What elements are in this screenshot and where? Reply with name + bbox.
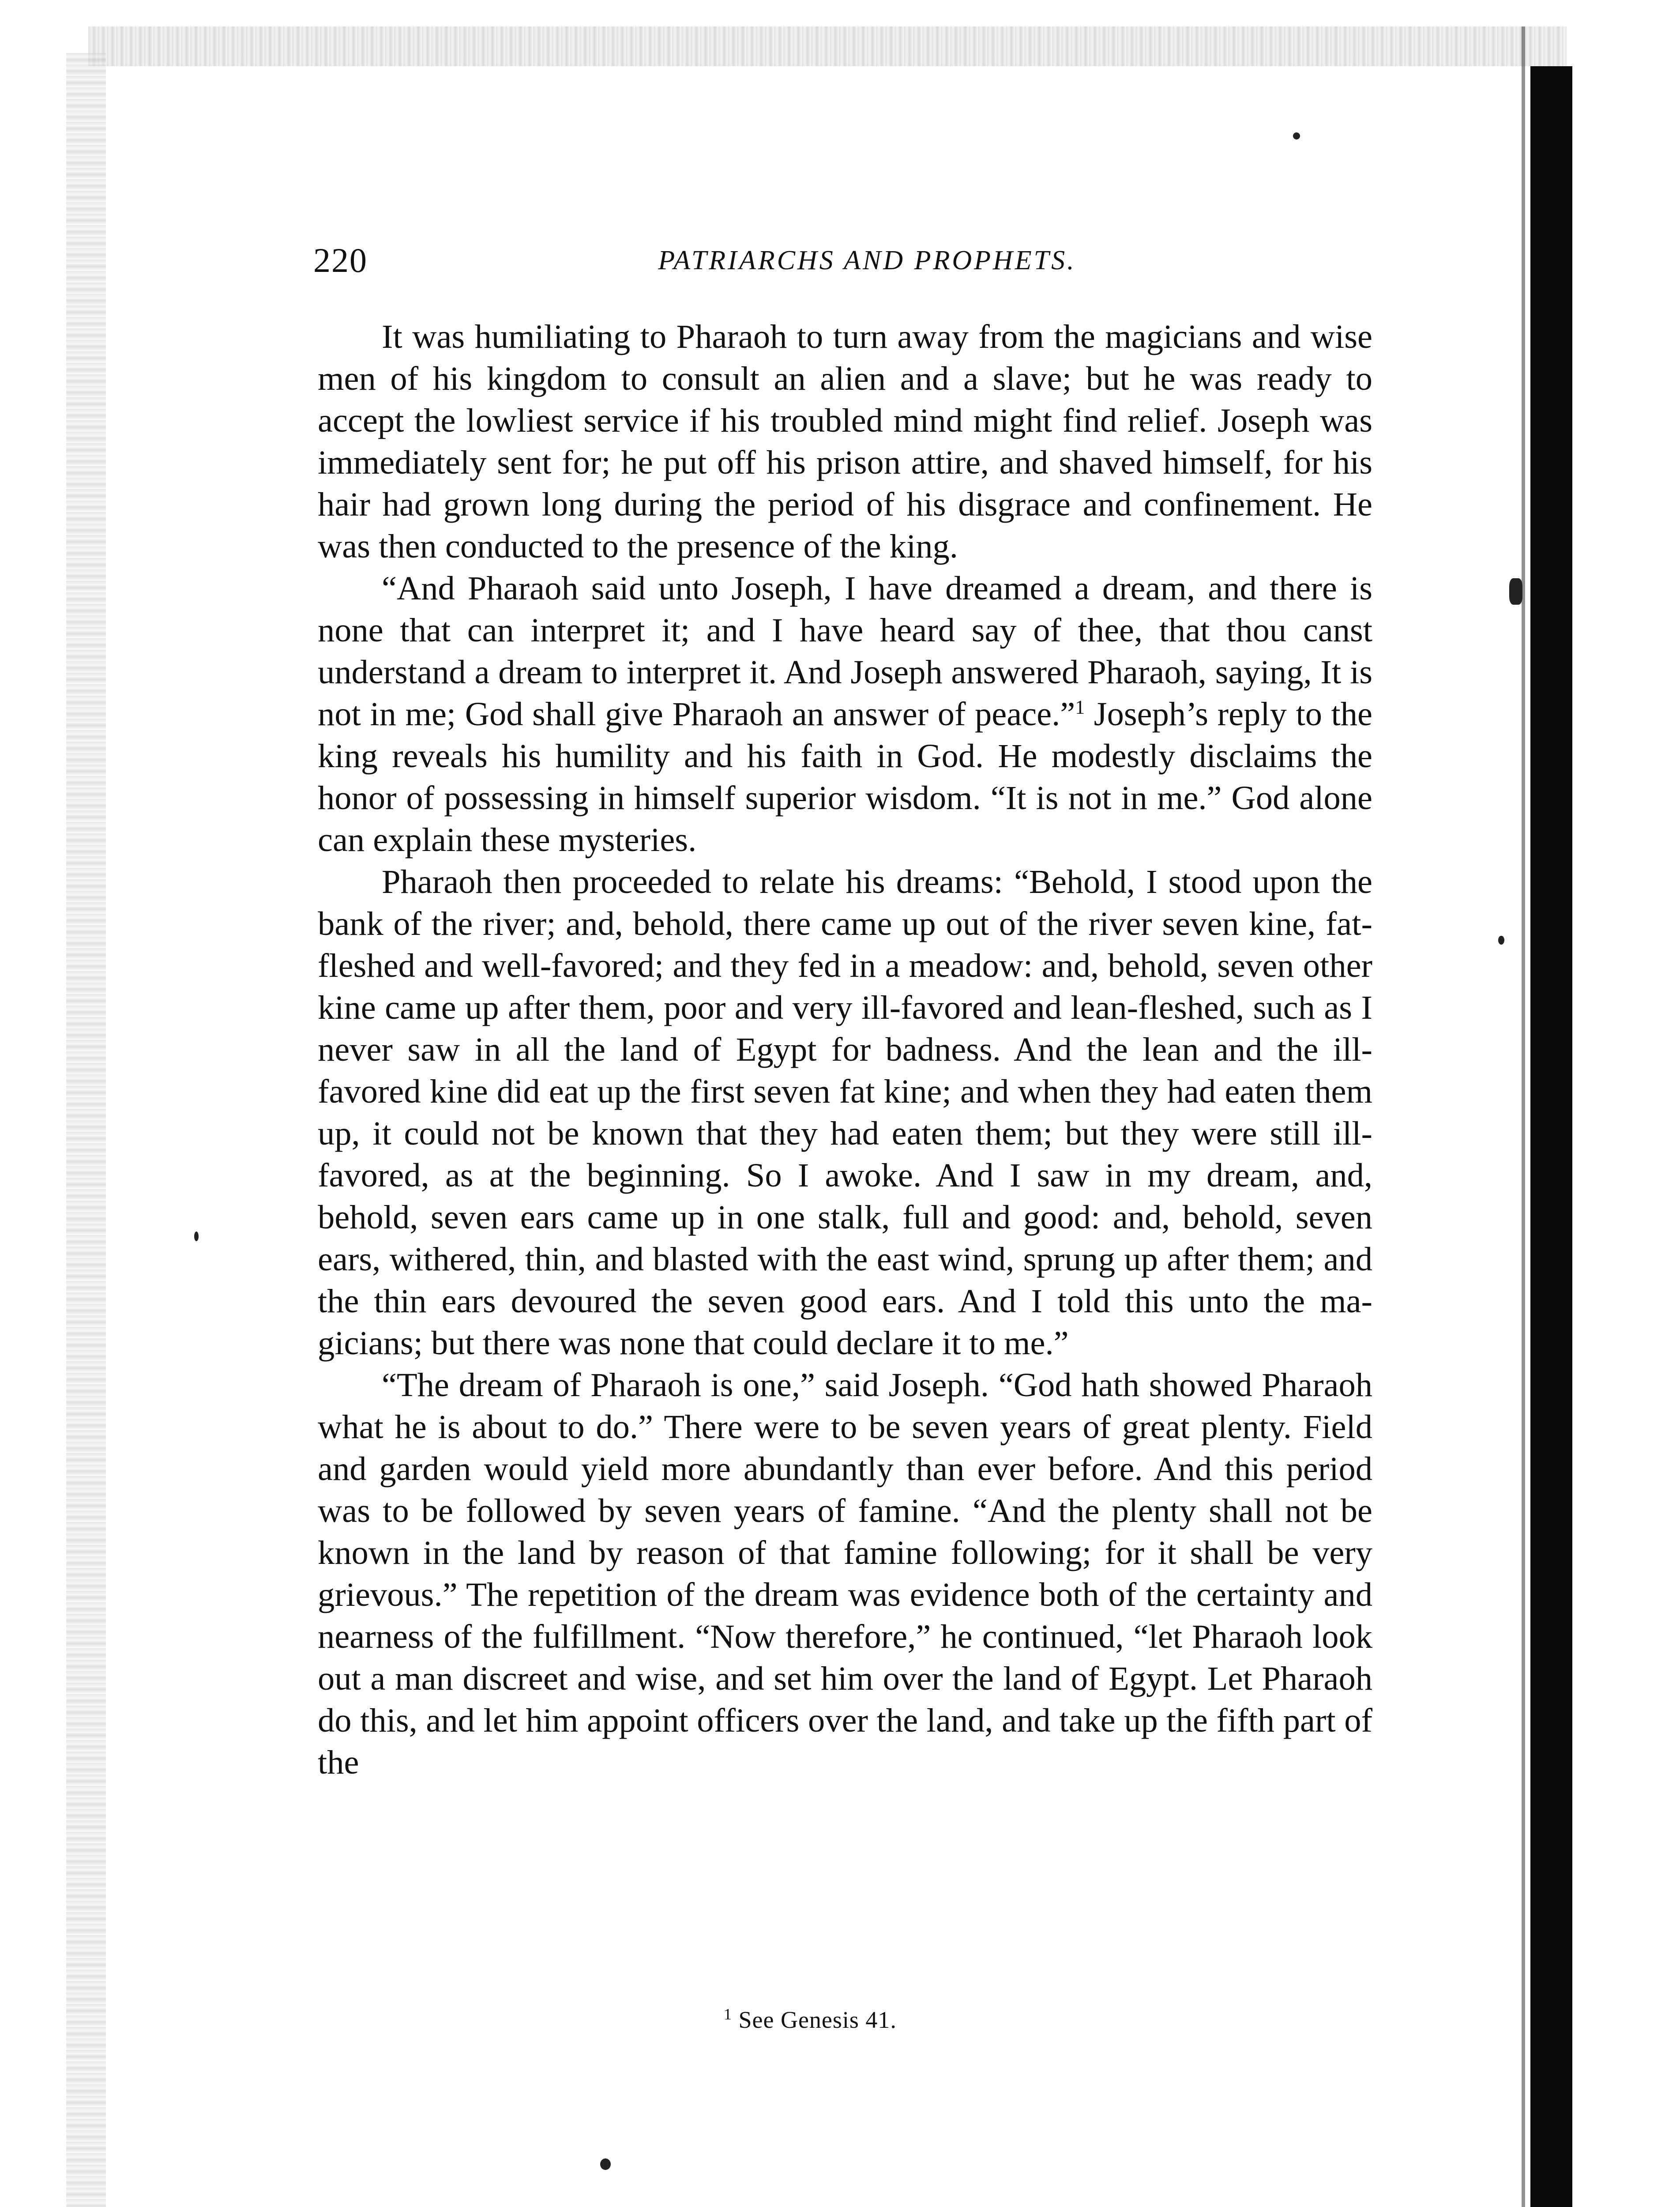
paragraph-text: Joseph’s reply to the king reveals his humility and his faith in God. He modestly disclaims the honor of possessing in himself superior wisdom. “It is not in me.” God alone can explain these mysteries. <box>318 695 1372 859</box>
scan-edge-right-line <box>1522 26 1525 2207</box>
page-header <box>313 241 1381 289</box>
footnote-reference: 1 <box>1075 696 1085 718</box>
scan-edge-left <box>66 53 106 2207</box>
footnote <box>724 2006 897 2034</box>
running-title: PATRIARCHS AND PROPHETS. <box>658 245 1076 275</box>
scan-speck <box>1498 936 1504 945</box>
paragraph <box>318 567 1372 861</box>
paragraph-text: “And Pharaoh said unto Joseph, I have dreamed a dream, and there is none that can interpret it; and I have heard say of thee, that thou canst understand a dream to interpret it. And Joseph answered Pharaoh, saying, It is not in me; God shall give Pharaoh an answer of peace.” <box>318 569 1372 733</box>
page-number: 220 <box>313 241 368 279</box>
paragraph: “The dream of Pharaoh is one,” said Joseph. “God hath showed Pharaoh what he is about to do.” There were to be seven years of great plenty. Field and garden would yield more abundantly than ever before. And this period was to be followed by seven years of famine. “And the plenty shall not be known in the land by reason of that famine following; for it shall be very grievous.” The repetition of the dream was evidence both of the certainty and nearness of the fulfillment. “Now therefore,” he continued, “let Pharaoh look out a man discreet and wise, and set him over the land of Egypt. Let Pharaoh do this, and let him appoint officers over the land, and take up the fifth part of the <box>318 1366 1372 1781</box>
scan-speck <box>1293 132 1300 139</box>
footnote-text: See Genesis 41. <box>732 2007 897 2033</box>
paragraph: Pharaoh then proceeded to relate his dreams: “Behold, I stood upon the bank of the river; and, behold, there came up out of the river seven kine, fat-fleshed and well-favored; and they fed in a meadow: and, behold, seven other kine came up after them, poor and very ill-favored and lean-fleshed, such as I never saw in all the land of Egypt for badness. And the lean and the ill-favored kine did eat up the first seven fat kine; and when they had eaten them up, it could not be known that they had eaten them; but they were still ill-favored, as at the beginning. So I awoke. And I saw in my dream, and, behold, seven ears came up in one stalk, full and good: and, behold, seven ears, withered, thin, and blasted with the east wind, sprung up after them; and the thin ears devoured the seven good ears. And I told this unto the magicians; but there was none that could declare it to me.” <box>318 863 1372 1362</box>
scan-binding-shadow <box>1530 66 1572 2207</box>
body-text <box>318 316 1372 1783</box>
paragraph: It was humiliating to Pharaoh to turn away from the magicians and wise men of his kingdom to consult an alien and a slave; but he was ready to accept the lowliest service if his troubled mind might find relief. Joseph was immediately sent for; he put off his prison attire, and shaved himself, for his hair had grown long during the period of his disgrace and confinement. He was then conducted to the presence of the king. <box>318 318 1372 565</box>
scan-speck <box>600 2158 611 2170</box>
scan-speck <box>1509 578 1522 605</box>
scan-edge-top <box>88 26 1567 66</box>
scan-speck <box>194 1232 199 1241</box>
footnote-mark: 1 <box>724 2005 732 2023</box>
